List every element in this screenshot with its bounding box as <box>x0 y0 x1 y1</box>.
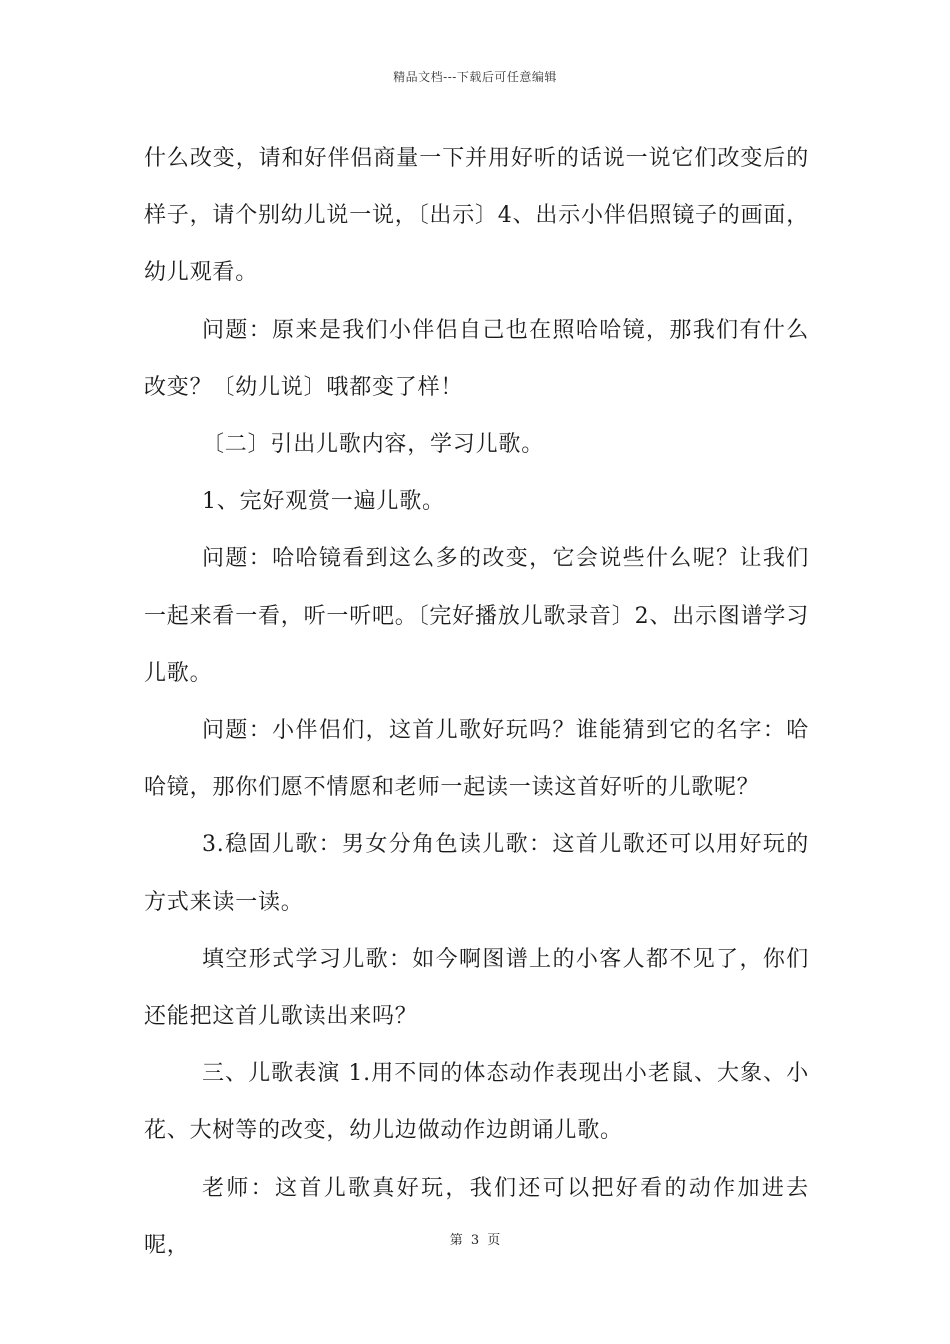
paragraph-section-two: 〔二〕引出儿歌内容，学习儿歌。 <box>202 432 545 458</box>
paragraph-continuation: 什么改变，请和好伴侣商量一下并用好听的话说一说它们改变后的样子，请个别幼儿说一说，〔出示〕4、出示小伴侣照镜子的画面，幼儿观看。 <box>144 146 809 286</box>
paragraph-question-name: 问题：小伴侣们，这首儿歌好玩吗？谁能猜到它的名字：哈哈镜，那你们愿不情愿和老师一起读一读这首好听的儿歌呢？ <box>144 718 809 801</box>
page-header: 精品文档---下载后可任意编辑 <box>393 70 557 84</box>
paragraph-step-one: 1、完好观赏一遍儿歌。 <box>202 489 445 515</box>
paragraph-step-three: 3.稳固儿歌：男女分角色读儿歌：这首儿歌还可以用好玩的方式来读一读。 <box>144 832 809 915</box>
paragraph-question-mirror: 问题：原来是我们小伴侣自己也在照哈哈镜，那我们有什么改变？〔幼儿说〕哦都变了样！ <box>144 317 809 400</box>
paragraph-question-changes: 问题：哈哈镜看到这么多的改变，它会说些什么呢？让我们一起来看一看，听一听吧。〔完好播放儿歌录音〕2、出示图谱学习儿歌。 <box>144 546 809 686</box>
paragraph-section-three: 三、儿歌表演 1.用不同的体态动作表现出小老鼠、大象、小花、大树等的改变，幼儿边做动作边朗诵儿歌。 <box>144 1061 809 1144</box>
document-body <box>144 130 809 1274</box>
page-number: 第 3 页 <box>449 1233 501 1248</box>
paragraph-teacher: 老师：这首儿歌真好玩，我们还可以把好看的动作加进去呢， <box>144 1175 809 1258</box>
paragraph-fill-blank: 填空形式学习儿歌：如今啊图谱上的小客人都不见了，你们还能把这首儿歌读出来吗？ <box>144 946 809 1030</box>
